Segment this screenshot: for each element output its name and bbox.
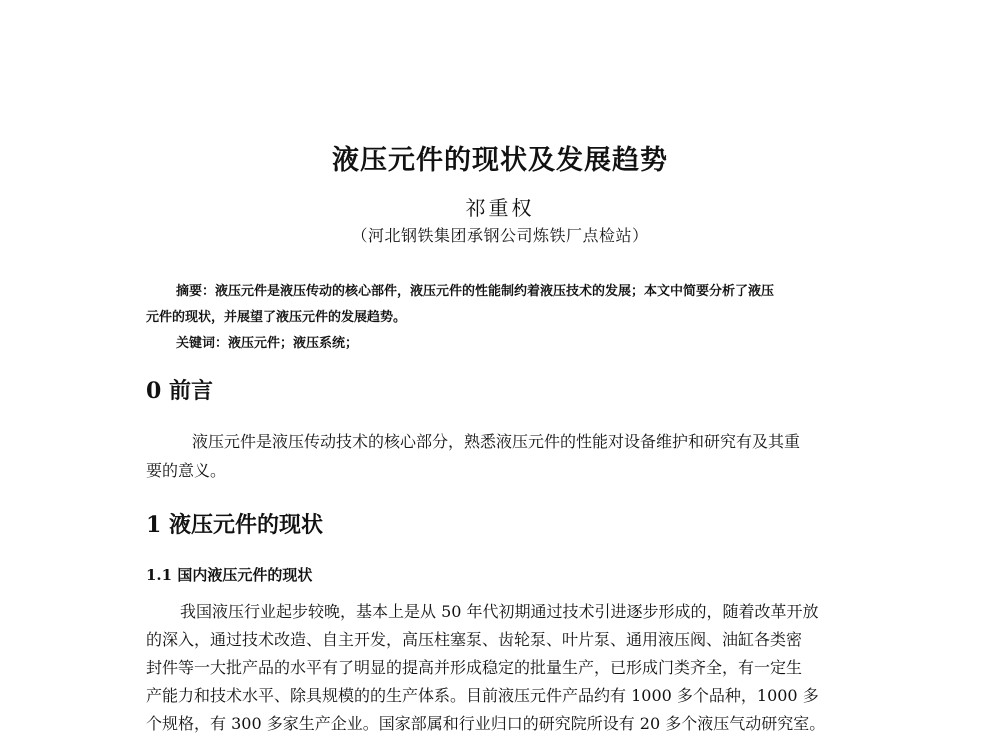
abstract-line-2: 元件的现状，并展望了液压元件的发展趋势。: [146, 310, 407, 325]
section-heading-preface: 0 前言: [146, 378, 213, 404]
keywords-line: [176, 332, 358, 351]
abstract-line-1: [176, 280, 774, 299]
section-heading-1: 1 液压元件的现状: [146, 512, 323, 538]
body-line-2: 的深入，通过技术改造、自主开发，高压柱塞泵、齿轮泵、叶片泵、通用液压阀、油缸各类密: [146, 630, 803, 649]
body-line-5: 个规格，有 300 多家生产企业。国家部属和行业归口的研究院所设有 20 多个液压气动研究室。: [146, 714, 826, 733]
author-affiliation: （河北钢铁集团承钢公司炼铁厂点检站）: [351, 226, 649, 245]
body-line-3: 封件等一大批产品的水平有了明显的提高并形成稳定的批量生产，已形成门类齐全，有一定生: [146, 658, 803, 677]
abstract-text-1: 液压元件是液压传动的核心部件，液压元件的性能制约着液压技术的发展；本文中简要分析了液压: [215, 284, 775, 299]
abstract-label: 摘要：: [176, 284, 216, 299]
body-line-4: 产能力和技术水平、除具规模的的生产体系。目前液压元件产品约有 1000 多个品种，1000 多: [146, 686, 819, 705]
paper-title: 液压元件的现状及发展趋势: [332, 145, 668, 176]
author-name: 祁重权: [465, 196, 535, 220]
keywords-value: 液压元件；液压系统；: [228, 336, 359, 351]
preface-line-2: 要的意义。: [146, 461, 227, 480]
preface-line-1: 液压元件是液压传动技术的核心部分，熟悉液压元件的性能对设备维护和研究有及其重: [192, 432, 801, 451]
subsection-heading-1-1: 1.1 国内液压元件的现状: [146, 566, 313, 584]
keywords-label: 关键词：: [176, 336, 229, 351]
body-line-1: 我国液压行业起步较晚，基本上是从 50 年代初期通过技术引进逐步形成的，随着改革开放: [180, 602, 819, 621]
